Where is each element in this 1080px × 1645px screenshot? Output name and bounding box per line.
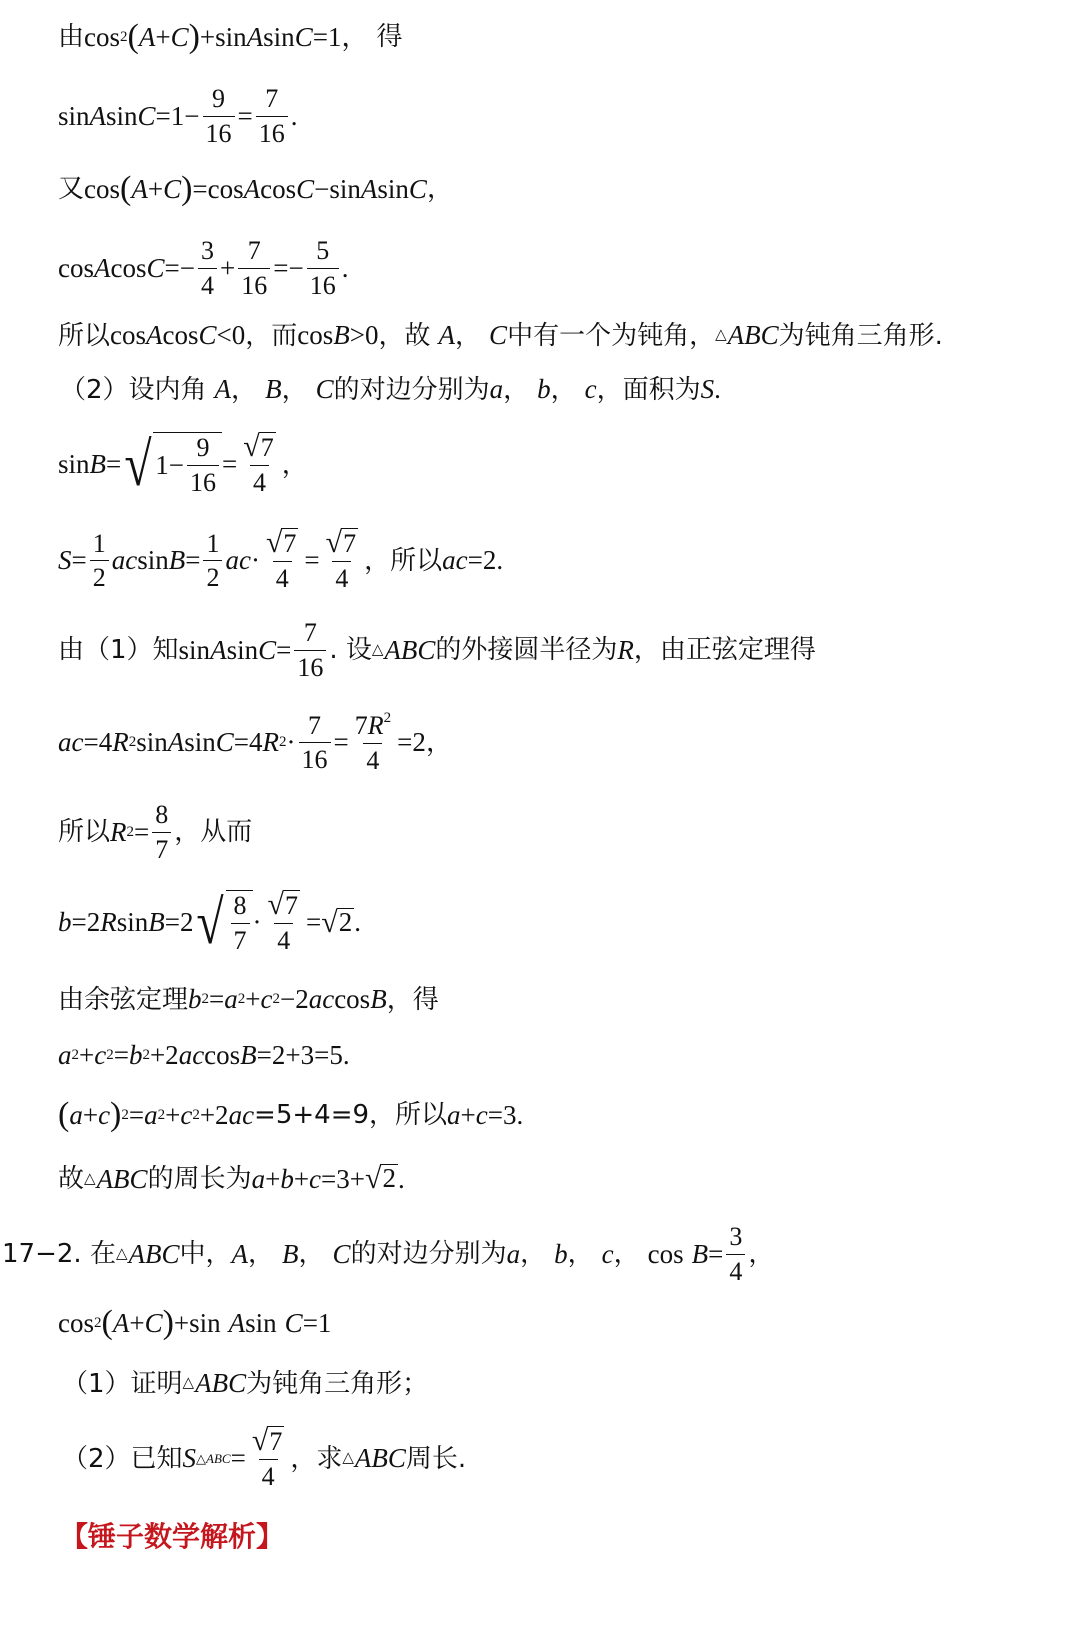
text: + [245, 984, 261, 1014]
text: ， [231, 374, 258, 405]
text: 所以 [58, 320, 111, 351]
text: 由余弦定理 [58, 984, 189, 1015]
var: ac [228, 1099, 255, 1130]
text: = [71, 545, 87, 576]
superscript: 2 [120, 28, 128, 45]
text: −sin [314, 173, 361, 204]
text: =1， [312, 21, 369, 52]
var: C [215, 727, 234, 758]
text: =3. [487, 1099, 524, 1130]
line-13: 由余弦定理 b 2 = a 2 + c 2 −2 ac cos B ，得 [58, 984, 439, 1015]
text: 的周长为 [147, 1164, 252, 1194]
text: =1− [155, 100, 200, 131]
text: ， [503, 374, 530, 405]
text: = [305, 907, 322, 938]
text: =5+4=9，所以 [254, 1100, 448, 1130]
var: C [296, 173, 315, 204]
fraction: $\frac{7}{16}$ [299, 711, 331, 776]
text: cos [84, 173, 121, 204]
var: a [144, 1099, 158, 1130]
text: cos [260, 173, 297, 204]
line-3 [58, 172, 453, 206]
text: + [82, 1099, 99, 1130]
fraction: √ 7 4 [325, 526, 357, 593]
var: ABC [727, 320, 779, 350]
var: c [98, 1099, 111, 1130]
text: =2 [164, 907, 194, 938]
text: = [209, 984, 225, 1014]
var: ABC [354, 1443, 406, 1474]
var: ac [111, 545, 138, 576]
text: · [286, 727, 296, 758]
fraction: $\frac{9}{16}$ [203, 84, 235, 149]
text: + [460, 1099, 476, 1130]
var: B [282, 1238, 299, 1269]
var: C [258, 634, 277, 665]
text: 故 [58, 1164, 85, 1194]
text: + [293, 1163, 310, 1194]
text: + [155, 21, 171, 52]
text: 周长. [405, 1443, 467, 1474]
var: A [438, 320, 456, 350]
text: = [106, 449, 122, 480]
paren: ( [127, 18, 139, 55]
text: =3+ [321, 1163, 365, 1194]
line-11: 所以 R 2 = $\frac{8}{7}$ ，从而 [58, 800, 253, 864]
text: （2）设内角 [60, 374, 207, 405]
var: B [265, 374, 282, 404]
var: B [240, 1040, 257, 1070]
text: =2 [71, 907, 101, 938]
text: = [304, 545, 320, 576]
text: sin [58, 449, 90, 480]
text: = [134, 816, 150, 847]
var: c [601, 1238, 614, 1269]
var: A [146, 320, 163, 350]
fraction: $\frac{7}{16}$ [256, 84, 288, 149]
text: · [252, 907, 262, 938]
line-7 [58, 432, 308, 498]
text: +2 [199, 1099, 229, 1130]
var: C [163, 173, 182, 204]
text: ，从而 [174, 817, 253, 848]
text: +2 [149, 1040, 179, 1070]
text: =1 [302, 1307, 332, 1338]
triangle-icon: △ [182, 1375, 195, 1391]
fraction: $\frac{1}{2}$ [203, 529, 222, 594]
text: cos [110, 320, 147, 350]
var: R [112, 727, 129, 758]
text: =2+3=5. [256, 1040, 350, 1070]
text: = [230, 1443, 246, 1474]
paren: ( [120, 170, 132, 207]
text: = [708, 1238, 724, 1269]
text: . 设 [329, 635, 372, 666]
text: （2）已知 [62, 1443, 183, 1474]
text: ， [455, 320, 482, 351]
text: . [714, 374, 721, 404]
fraction: $\frac{1}{2}$ [90, 529, 109, 594]
text: =− [164, 252, 195, 283]
var: B [148, 907, 165, 938]
text: ，故 [378, 320, 431, 351]
section-heading: 【锤子数学解析】 [60, 1520, 285, 1553]
text: sin [178, 634, 211, 665]
paren: ) [162, 1304, 174, 1341]
text: ， [298, 1239, 325, 1270]
var: b [188, 984, 202, 1014]
text: =4 [83, 727, 113, 758]
line-20 [62, 1426, 466, 1492]
var: B [370, 984, 387, 1014]
var: c [584, 374, 597, 404]
line-15: ( a + c ) 2 = a 2 + c 2 +2 ac =5+4=9，所以 a + c =3. [58, 1096, 524, 1133]
text: ， [613, 1239, 640, 1270]
var: A [89, 100, 107, 131]
paren: ( [58, 1096, 70, 1133]
var: C [315, 374, 334, 404]
text: cos [297, 320, 334, 350]
var: C [144, 1307, 163, 1338]
var: A [231, 1238, 249, 1269]
text: >0 [349, 320, 379, 350]
var: A [246, 21, 264, 52]
var: c [309, 1163, 322, 1194]
line-5 [58, 322, 943, 349]
var: C [294, 21, 313, 52]
var: R [100, 907, 117, 938]
line-10: ac =4 R 2 sin A sin C =4 R 2 · $\frac{7}{16}$ = $\frac{7R^2}{4}$ =2， [58, 710, 453, 775]
text: −2 [279, 984, 309, 1014]
var: A [214, 374, 232, 404]
problem-17-2 [2, 1222, 774, 1287]
fraction: $\frac{5}{16}$ [307, 236, 339, 301]
text: cos [647, 1238, 684, 1269]
text: +sin [199, 21, 247, 52]
text: = [333, 727, 349, 758]
fraction: √ 7 4 [243, 430, 274, 497]
text: = [237, 100, 253, 131]
text: = [276, 634, 292, 665]
line-6 [60, 376, 721, 403]
square-root: √ 2 [365, 1162, 396, 1195]
text: sin [136, 727, 168, 758]
var: B [691, 1238, 709, 1269]
var: C [146, 252, 165, 283]
text: sin [106, 100, 138, 131]
var: S [700, 374, 715, 404]
text: · [250, 545, 260, 576]
text: ， [520, 1239, 547, 1270]
var: C [137, 100, 156, 131]
fraction: $\frac{3}{4}$ [198, 236, 217, 301]
var: ac [308, 984, 335, 1014]
fraction: √ 7 4 [265, 526, 297, 593]
var: B [333, 320, 350, 350]
fraction: $\frac{8}{7}$ [152, 800, 171, 865]
text: + [265, 1163, 281, 1194]
text: . [354, 907, 361, 938]
line-14: a 2 + c 2 = b 2 +2 ac cos B =2+3=5. [58, 1040, 350, 1070]
text: =2， [397, 727, 453, 758]
text: cos [84, 21, 121, 52]
text: . [397, 1163, 405, 1194]
text: 中， [179, 1239, 232, 1270]
var: C [332, 1238, 351, 1269]
text: ， [281, 374, 308, 405]
text: 的对边分别为 [350, 1239, 507, 1270]
var: B [168, 545, 186, 576]
text: ，由正弦定理得 [633, 635, 816, 666]
text: sin [184, 727, 216, 758]
var: ABC [195, 1368, 247, 1398]
text: 由 [58, 22, 85, 52]
text: ，面积为 [596, 374, 701, 405]
paren: ) [110, 1096, 122, 1133]
text: + [165, 1099, 181, 1130]
text: 为钝角三角形； [246, 1368, 429, 1399]
var: S [58, 545, 72, 576]
var: ABC [96, 1163, 148, 1194]
var: b [280, 1163, 294, 1194]
var: ac [442, 545, 468, 576]
text: + [219, 252, 236, 283]
text: cos [162, 320, 199, 350]
text: = [222, 449, 238, 480]
var: c [94, 1040, 107, 1070]
subscript: △ABC [196, 1451, 231, 1467]
var: c [475, 1099, 488, 1130]
var: A [228, 1307, 246, 1338]
text: cos [58, 252, 94, 283]
var: b [58, 907, 72, 938]
var: a [69, 1099, 83, 1130]
text: ， [426, 174, 453, 204]
fraction: $\frac{7R^2}{4}$ [354, 710, 392, 775]
text: 又 [58, 174, 85, 204]
text: +sin [173, 1307, 221, 1338]
line-2 [58, 84, 298, 149]
var: A [210, 634, 227, 665]
var: ABC [384, 634, 436, 665]
square-root: √ 2 [321, 905, 353, 939]
text: 所以 [58, 817, 111, 848]
text: sin [263, 21, 295, 52]
line-12 [58, 890, 361, 956]
var: A [243, 173, 261, 204]
triangle-icon: △ [84, 1170, 96, 1187]
var: R [617, 634, 634, 665]
text: 的外接圆半径为 [435, 635, 618, 666]
paren: ( [101, 1304, 113, 1341]
text: + [147, 173, 164, 204]
var: B [89, 449, 107, 480]
text: ， [550, 374, 577, 405]
text: ， [281, 449, 308, 480]
square-root: √ 1− $\frac{9}{16}$ [121, 432, 222, 498]
problem-number: 17−2. 在 [2, 1239, 116, 1270]
text: 中有一个为钝角， [507, 320, 716, 351]
text: 得 [376, 22, 403, 52]
var: C [408, 173, 427, 204]
text: sin [116, 907, 149, 938]
var: A [360, 173, 378, 204]
text: （1）证明 [62, 1368, 183, 1399]
text: = [113, 1040, 129, 1070]
var: a [58, 1040, 72, 1070]
text: cos [58, 1307, 94, 1338]
text: . [290, 100, 298, 131]
text: sin [58, 100, 90, 131]
text: 由（1）知 [58, 635, 179, 666]
text: =cos [192, 173, 244, 204]
var: C [198, 320, 217, 350]
fraction: √ 7 4 [267, 888, 298, 955]
text: =− [273, 252, 304, 283]
var: ABC [128, 1238, 180, 1269]
var: a [447, 1099, 461, 1130]
var: A [138, 21, 156, 52]
fraction: $\frac{7}{16}$ [238, 236, 270, 301]
var: R [110, 816, 127, 847]
text: = [128, 1099, 145, 1130]
var: a [489, 374, 504, 404]
triangle-icon: △ [342, 1450, 354, 1467]
line-8 [58, 528, 503, 594]
text: cos [334, 984, 371, 1014]
text: =2. [467, 545, 504, 576]
text: ，而 [245, 320, 298, 351]
text: sin [226, 634, 259, 665]
text: = [185, 545, 201, 576]
text: ，得 [386, 984, 439, 1015]
text: <0 [216, 320, 246, 350]
text: ， [248, 1239, 275, 1270]
text: ， [748, 1239, 775, 1270]
line-9 [58, 618, 816, 683]
var: C [284, 1307, 303, 1338]
text: + [129, 1307, 145, 1338]
var: A [167, 727, 185, 758]
text: 为钝角三角形. [778, 320, 943, 351]
var: S [182, 1443, 197, 1474]
var: ac [58, 727, 84, 758]
var: A [112, 1307, 130, 1338]
line-16 [58, 1164, 405, 1194]
var: b [128, 1040, 143, 1070]
text: ，求 [290, 1443, 343, 1474]
paren: ) [188, 18, 200, 55]
text: ，所以 [364, 545, 443, 576]
var: a [506, 1238, 521, 1269]
var: ac [225, 545, 251, 576]
triangle-icon: △ [715, 327, 727, 343]
var: a [251, 1163, 266, 1194]
fraction: $\frac{7}{16}$ [294, 618, 326, 683]
text: . [341, 252, 349, 283]
text: cos [110, 252, 147, 283]
var: b [537, 374, 551, 404]
var: A [131, 173, 148, 204]
var: b [554, 1238, 568, 1269]
paren: ) [181, 170, 193, 207]
square-root: √ $\frac{8}{7}$ [193, 890, 252, 956]
var: A [94, 252, 111, 283]
triangle-icon: △ [371, 641, 384, 658]
text: + [79, 1040, 95, 1070]
var: ac [178, 1040, 205, 1070]
text: =4 [233, 727, 263, 758]
var: R [262, 727, 279, 758]
triangle-icon: △ [115, 1245, 128, 1262]
var: c [180, 1099, 193, 1130]
fraction: $\frac{3}{4}$ [726, 1222, 745, 1287]
var: c [260, 984, 273, 1014]
line-4 [58, 236, 348, 301]
var: a [224, 984, 238, 1014]
text: ， [567, 1239, 594, 1270]
text: cos [204, 1040, 241, 1070]
line-19 [62, 1370, 428, 1397]
fraction: √ 7 4 [251, 1424, 283, 1491]
text: sin [245, 1307, 277, 1338]
var: C [489, 320, 508, 350]
line-1 [58, 20, 402, 54]
text: sin [137, 545, 169, 576]
text: sin [377, 173, 409, 204]
line-18: cos 2 ( A + C ) +sin A sin C =1 [58, 1304, 332, 1341]
text: 的对边分别为 [333, 374, 490, 405]
var: C [170, 21, 189, 52]
